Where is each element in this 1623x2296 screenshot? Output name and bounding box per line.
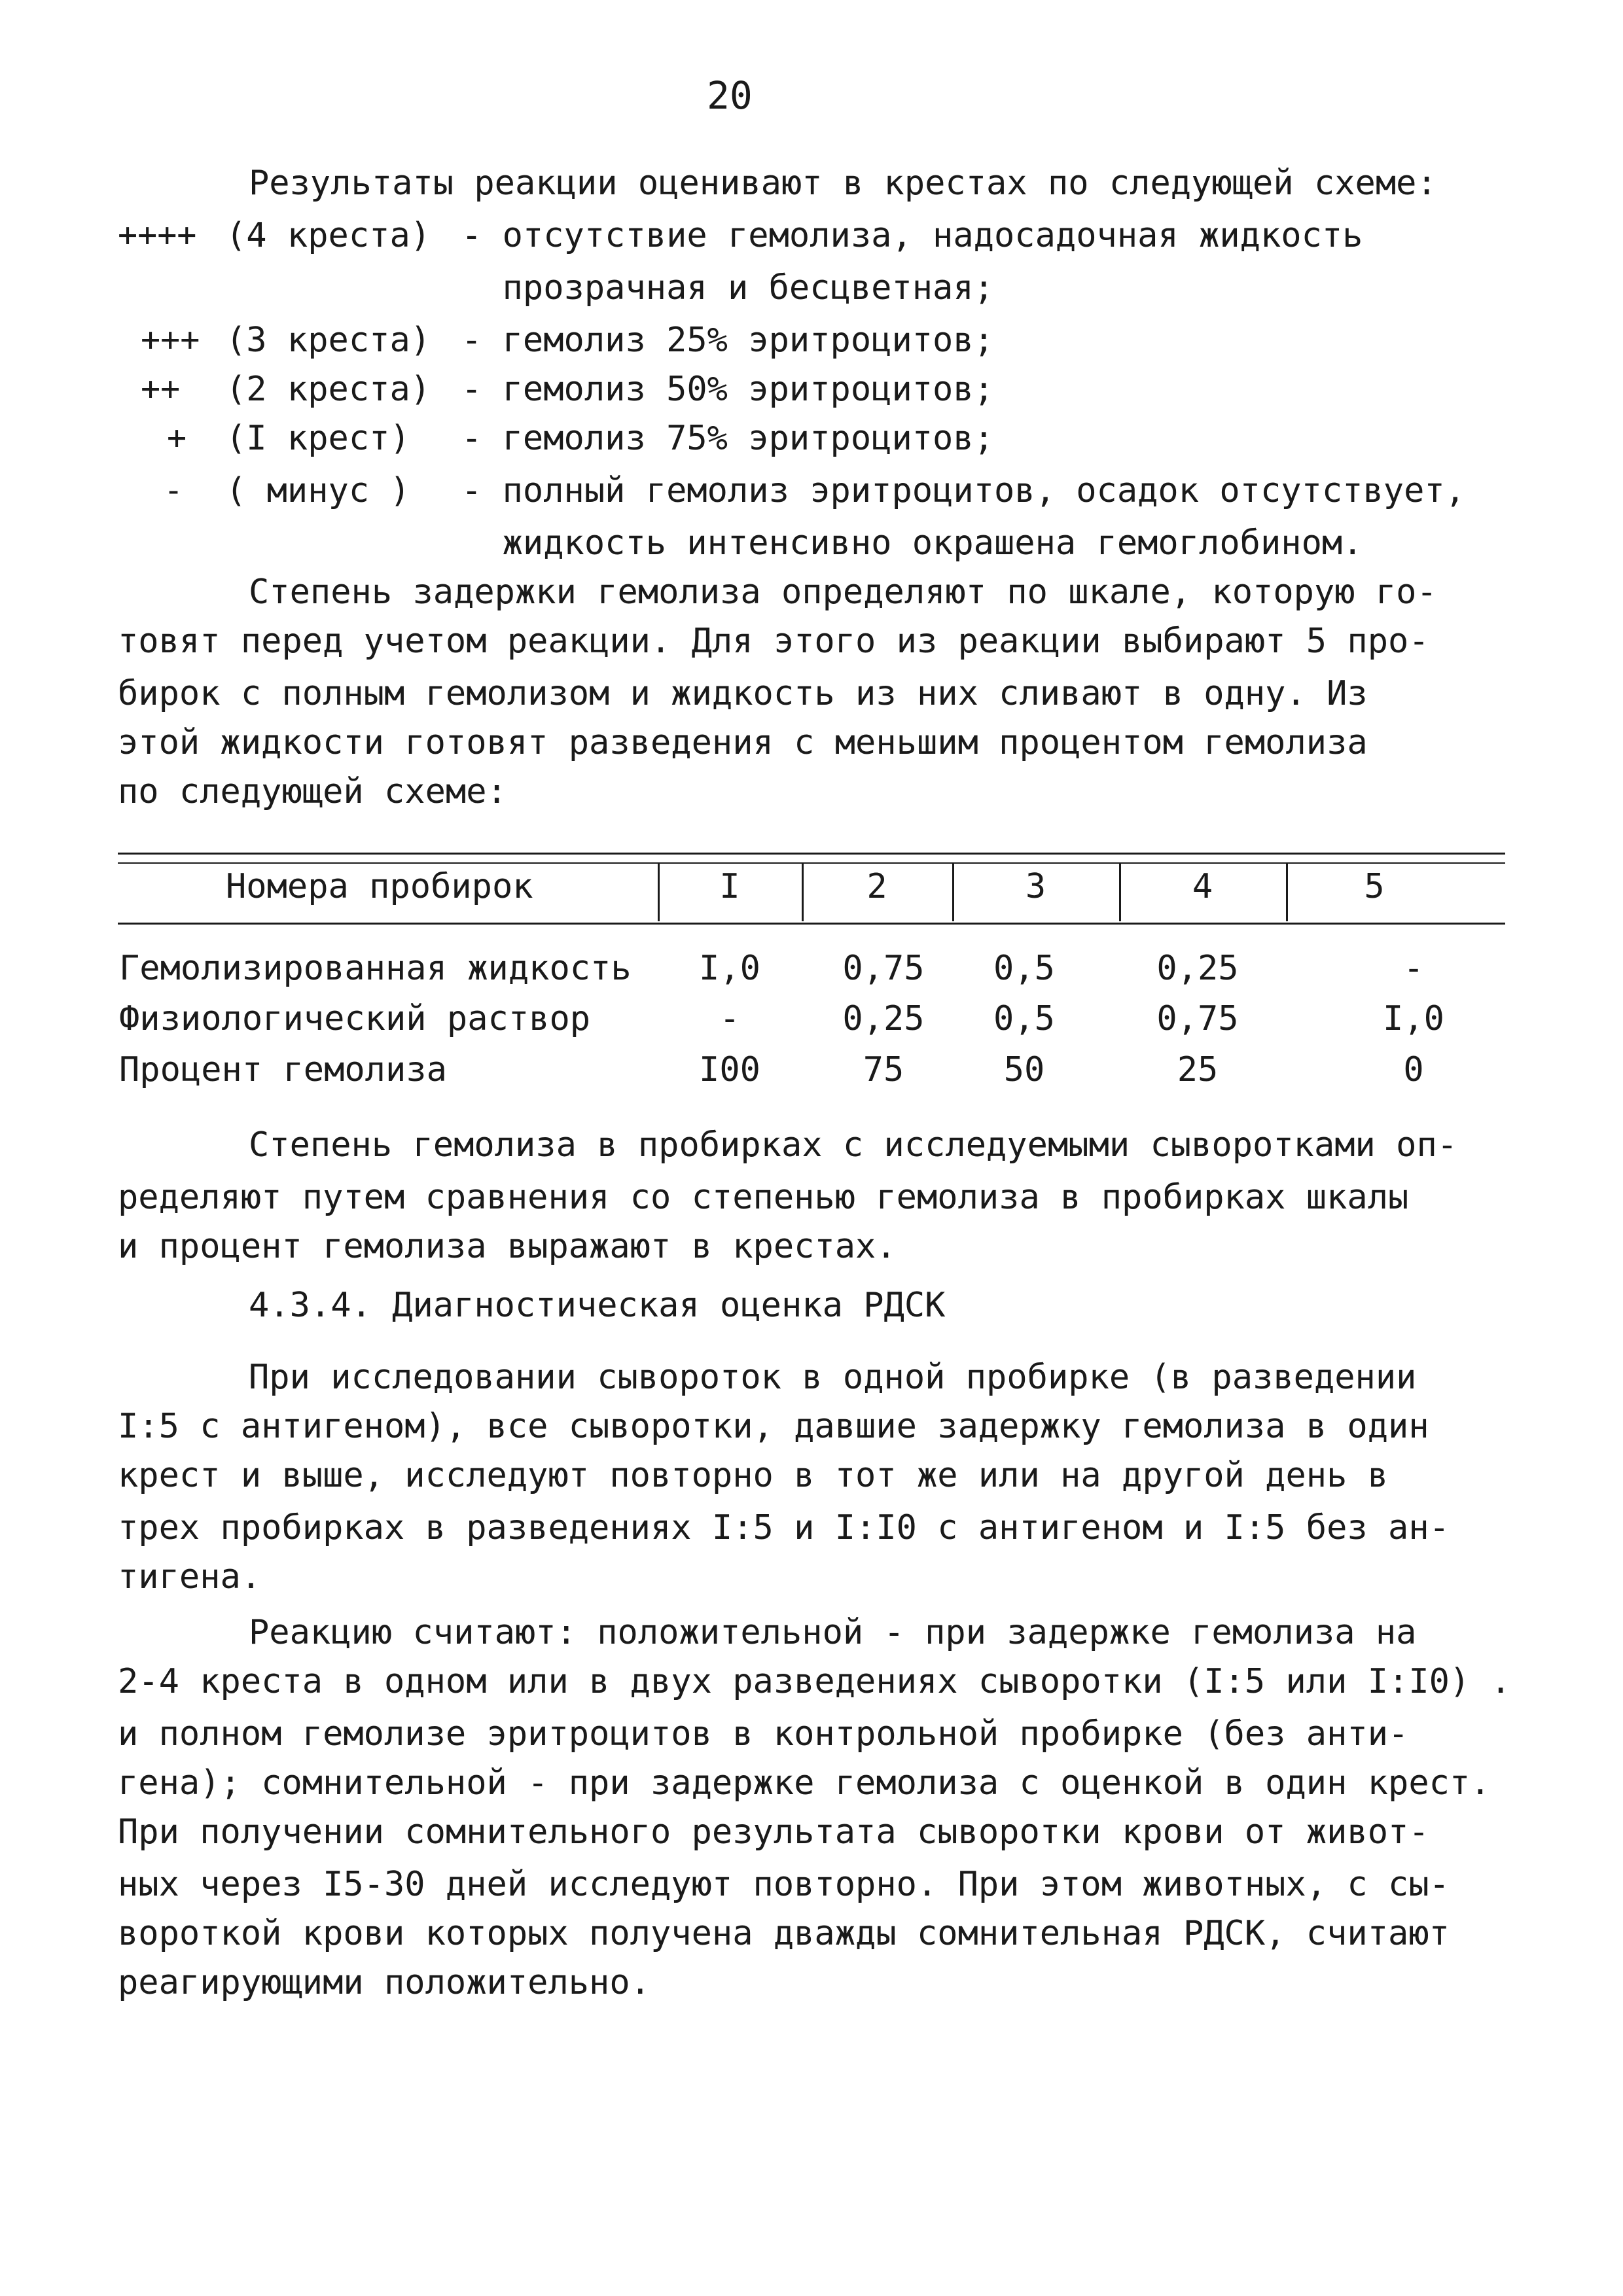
table-row-label: Физиологический раствор <box>119 999 591 1038</box>
scheme-desc: - гемолиз 25% эритроцитов; <box>461 321 994 360</box>
column-header: 2 <box>866 867 887 906</box>
table-cell: I,0 <box>699 949 760 988</box>
text-line: 2-4 креста в одном или в двух разведениях сыворотки (I:5 или I:I0) . <box>118 1662 1511 1701</box>
scheme-symbol: + <box>167 419 187 457</box>
table-top-rule-inner <box>118 862 1505 864</box>
text-line: Степень гемолиза в пробирках с исследуемыми сыворотками оп- <box>249 1125 1458 1165</box>
table-cell: 0,25 <box>842 999 925 1038</box>
text-line: трех пробирках в разведениях I:5 и I:I0 с антигеном и I:5 без ан- <box>118 1508 1450 1547</box>
scheme-name: (4 креста) <box>226 216 431 255</box>
text-line: товят перед учетом реакции. Для этого из реакции выбирают 5 про- <box>118 622 1429 661</box>
table-top-rule <box>118 853 1505 855</box>
text-line: Реакцию считают: положительной - при задержке гемолиза на <box>249 1613 1417 1652</box>
column-header: 3 <box>1025 867 1046 906</box>
scheme-name: ( минус ) <box>226 471 410 510</box>
table-cell: 0,75 <box>842 949 925 988</box>
scheme-desc: - отсутствие гемолиза, надосадочная жидкость <box>461 216 1363 255</box>
table-cell: 0,25 <box>1156 949 1239 988</box>
page-number: 20 <box>707 73 753 118</box>
text-line: I:5 с антигеном), все сыворотки, давшие задержку гемолиза в один <box>118 1407 1429 1446</box>
table-cell: 0,75 <box>1156 999 1239 1038</box>
scheme-name: (3 креста) <box>226 321 431 360</box>
text-line: реагирующими положительно. <box>118 1963 651 2002</box>
column-header: 5 <box>1364 867 1385 906</box>
text-line: бирок с полным гемолизом и жидкость из них сливают в одну. Из <box>118 674 1368 713</box>
scheme-symbol: ++++ <box>118 216 197 254</box>
table-header-label: Номера пробирок <box>226 867 533 906</box>
text-line: и процент гемолиза выражают в крестах. <box>118 1227 897 1266</box>
table-cell: 75 <box>863 1050 904 1089</box>
text-line: Степень задержки гемолиза определяют по шкале, которую го- <box>249 573 1437 612</box>
table-row-label: Процент гемолиза <box>119 1050 447 1089</box>
column-header: I <box>719 867 740 906</box>
table-cell: 0,5 <box>993 999 1055 1038</box>
text-line: ных через I5-30 дней исследуют повторно. При этом животных, с сы- <box>118 1865 1450 1904</box>
text-line: тигена. <box>118 1557 262 1597</box>
table-cell: - <box>719 999 740 1038</box>
table-cell: 0 <box>1403 1050 1424 1089</box>
text-line: При исследовании сывороток в одной пробирке (в разведении <box>249 1358 1417 1397</box>
scheme-symbol: +++ <box>141 321 200 359</box>
scheme-symbol: - <box>164 471 184 509</box>
text-line: При получении сомнительного результата сыворотки крови от живот- <box>118 1812 1429 1852</box>
scheme-desc: жидкость интенсивно окрашена гемоглобином. <box>461 523 1363 563</box>
scheme-desc: прозрачная и бесцветная; <box>461 268 994 308</box>
table-cell: - <box>1403 949 1424 988</box>
scheme-desc: - полный гемолиз эритроцитов, осадок отсутствует, <box>461 471 1466 510</box>
text-line: крест и выше, исследуют повторно в тот же или на другой день в <box>118 1456 1389 1495</box>
table-cell: I00 <box>699 1050 760 1089</box>
table-row-label: Гемолизированная жидкость <box>119 949 632 988</box>
scheme-desc: - гемолиз 75% эритроцитов; <box>461 419 994 458</box>
table-cell: I,0 <box>1383 999 1444 1038</box>
text-line: по следующей схеме: <box>118 772 507 811</box>
scheme-symbol: ++ <box>141 370 181 408</box>
scheme-name: (2 креста) <box>226 370 431 409</box>
table-cell: 50 <box>1003 1050 1045 1089</box>
table-cell: 25 <box>1177 1050 1219 1089</box>
text-line: этой жидкости готовят разведения с меньшим процентом гемолиза <box>118 723 1368 762</box>
section-heading: 4.3.4. Диагностическая оценка РДСК <box>249 1286 946 1325</box>
table-cell: 0,5 <box>993 949 1055 988</box>
scheme-name: (I крест) <box>226 419 410 458</box>
text-line: ределяют путем сравнения со степенью гемолиза в пробирках шкалы <box>118 1178 1409 1217</box>
table-header-rule <box>118 923 1505 925</box>
scheme-desc: - гемолиз 50% эритроцитов; <box>461 370 994 409</box>
column-header: 4 <box>1192 867 1213 906</box>
text-line: вороткой крови которых получена дважды сомнительная РДСК, считают <box>118 1914 1450 1953</box>
intro-line: Результаты реакции оценивают в крестах по следующей схеме: <box>249 164 1437 203</box>
text-line: и полном гемолизе эритроцитов в контрольной пробирке (без анти- <box>118 1714 1409 1754</box>
text-line: гена); сомнительной - при задержке гемолиза с оценкой в один крест. <box>118 1763 1491 1803</box>
